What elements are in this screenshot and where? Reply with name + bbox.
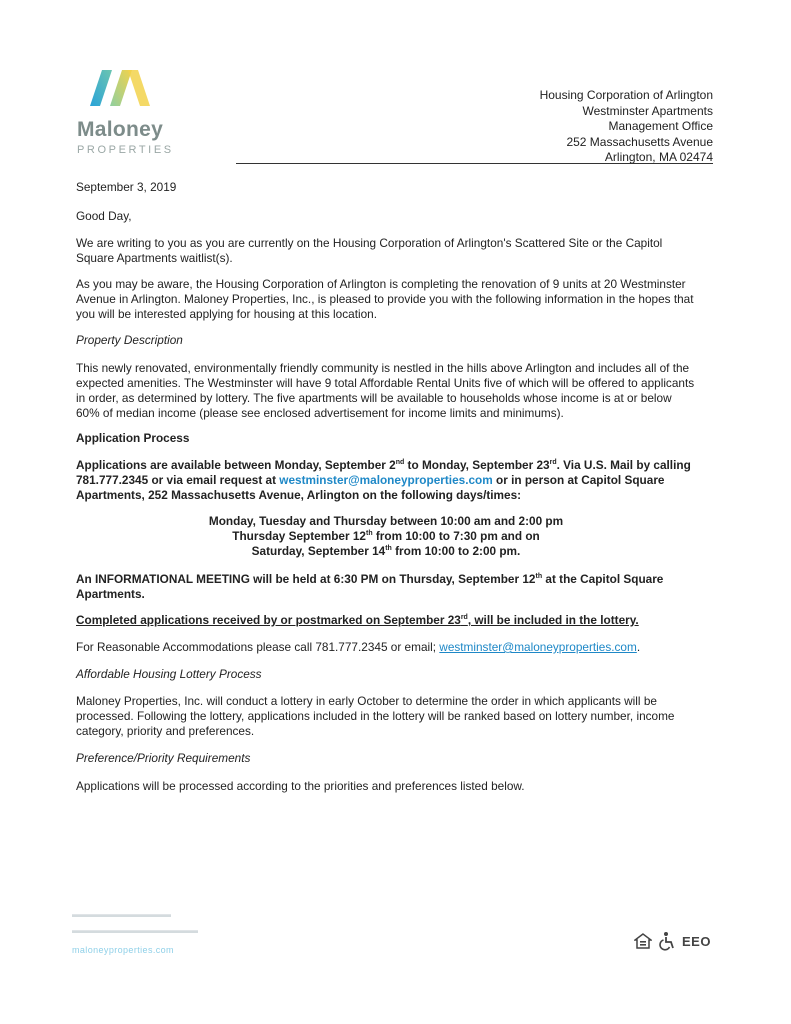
logo-subtitle: PROPERTIES (77, 144, 174, 156)
greeting: Good Day, (76, 209, 132, 223)
footer-faded-line-2: ▬▬▬▬▬▬▬▬▬▬▬▬▬▬ (72, 925, 198, 935)
office-hours (76, 514, 696, 559)
equal-housing-icon (634, 933, 652, 949)
property-paragraph: This newly renovated, environmentally friendly community is nestled in the hills above Arlington and includes all of the expected amenities. The Westminster will have 9 total Affordable Rental Units five of which will be offered to applicants in order, as determined by lottery. The five apartments will be available to households whose income is at or below 60% of median income (please see enclosed advertisement for income limits and minimums). (76, 361, 695, 420)
accessibility-icon (658, 931, 676, 951)
letter-date: September 3, 2019 (76, 180, 177, 194)
application-paragraph: Applications are available between Monday, September 2nd to Monday, September 23rd. Via U.S. Mail by calling 781.777.2345 or via email request at westminster@maloneyproperties.com or in person at Capitol Square Apartments, 252 Massachusetts Avenue, Arlington on the following days/times: (76, 458, 691, 502)
footer-compliance-icons (634, 929, 711, 953)
hours-saturday: Saturday, September 14th from 10:00 to 2:00 pm. (251, 544, 521, 558)
footer-faded-line-1: ▬▬▬▬▬▬▬▬▬▬▬ (72, 909, 171, 919)
office-name: Management Office (608, 119, 713, 133)
letterhead-address (540, 88, 713, 166)
accommodations-paragraph: For Reasonable Accommodations please call 781.777.2345 or email; westminster@maloneyproperties.com. (76, 640, 641, 654)
lottery-heading: Affordable Housing Lottery Process (76, 667, 262, 681)
hours-thursday: Thursday September 12th from 10:00 to 7:30 pm and on (232, 529, 540, 543)
eeo-label: EEO (682, 933, 711, 949)
logo-wordmark: Maloney (77, 118, 164, 141)
renovation-paragraph: As you may be aware, the Housing Corporation of Arlington is completing the renovation of 9 units at 20 Westminster Avenue in Arlington. Maloney Properties, Inc., is pleased to provide you with the following information in the hopes that you will be interested applying for housing at this location. (76, 277, 694, 321)
preference-heading: Preference/Priority Requirements (76, 751, 251, 765)
property-heading: Property Description (76, 333, 183, 347)
city-state-zip: Arlington, MA 02474 (604, 150, 713, 164)
hours-weekdays: Monday, Tuesday and Thursday between 10:00 am and 2:00 pm (208, 514, 564, 528)
preference-paragraph: Applications will be processed according to the priorities and preferences listed below. (76, 779, 525, 793)
intro-paragraph: We are writing to you as you are currently on the Housing Corporation of Arlington's Scattered Site or the Capitol Square Apartments waitlist(s). (76, 236, 663, 265)
header-divider (236, 163, 713, 164)
application-heading: Application Process (76, 431, 190, 445)
accommodations-email-link[interactable]: westminster@maloneyproperties.com (439, 640, 637, 654)
property-name: Westminster Apartments (582, 103, 713, 118)
completed-applications-note: Completed applications received by or postmarked on September 23rd, will be included in the lottery. (76, 613, 639, 627)
meeting-paragraph: An INFORMATIONAL MEETING will be held at 6:30 PM on Thursday, September 12th at the Capitol Square Apartments. (76, 572, 664, 601)
footer-website[interactable]: maloneyproperties.com (72, 945, 174, 955)
maloney-logo-mark (88, 68, 158, 108)
lottery-paragraph: Maloney Properties, Inc. will conduct a lottery in early October to determine the order in which applicants will be processed. Following the lottery, applications included in the lottery will be ranked based on lottery number, income category, priority and preferences. (76, 694, 675, 738)
application-email-link[interactable]: westminster@maloneyproperties.com (279, 473, 493, 487)
street-address: 252 Massachusetts Avenue (566, 134, 713, 149)
org-name: Housing Corporation of Arlington (539, 88, 713, 102)
